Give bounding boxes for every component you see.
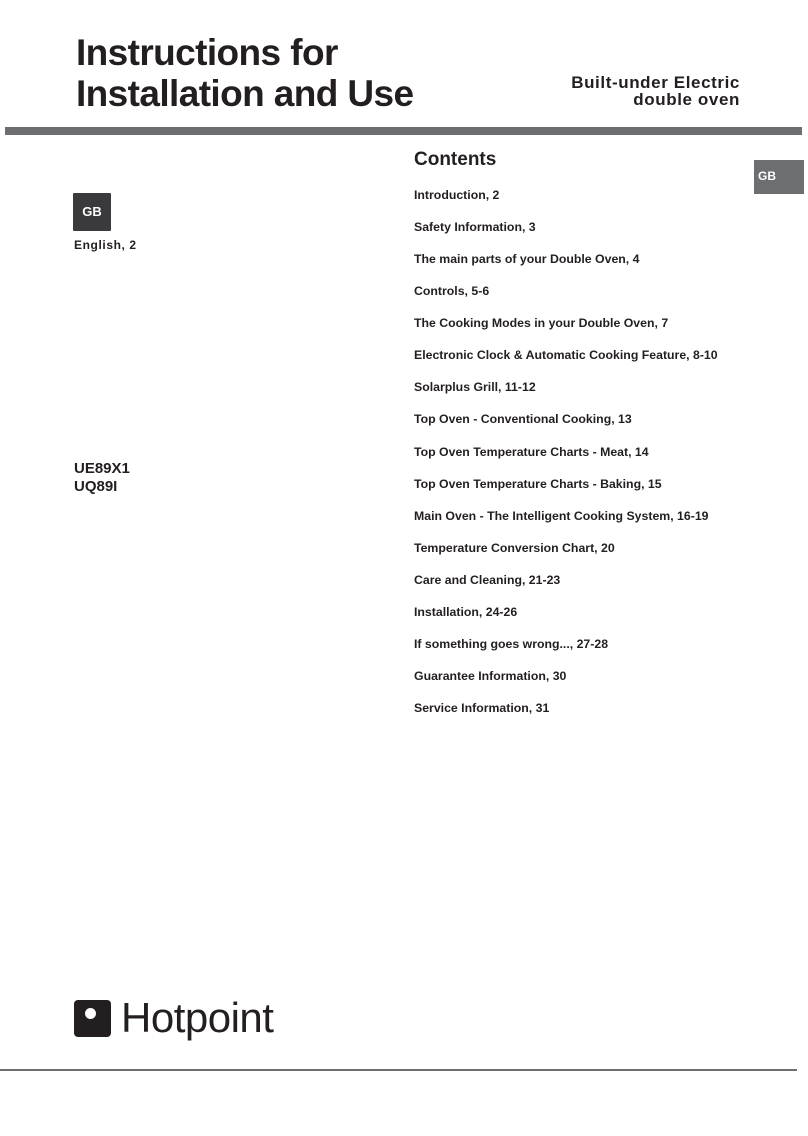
contents-heading: Contents xyxy=(414,149,497,170)
language-tab-gb: GB xyxy=(754,160,804,194)
language-badge-gb: GB xyxy=(73,193,111,231)
brand-name: Hotpoint xyxy=(121,994,274,1041)
toc-item: If something goes wrong..., 27-28 xyxy=(414,636,609,651)
toc-item: Introduction, 2 xyxy=(414,188,500,202)
toc-item: Temperature Conversion Chart, 20 xyxy=(414,540,615,555)
toc-item: Top Oven - Conventional Cooking, 13 xyxy=(414,412,632,427)
footer-divider xyxy=(0,1069,797,1071)
hotpoint-logo xyxy=(74,993,273,1043)
title-divider xyxy=(5,127,802,135)
toc-item: Electronic Clock & Automatic Cooking Feature, 8-10 xyxy=(414,348,718,363)
toc-item: The main parts of your Double Oven, 4 xyxy=(414,252,640,267)
model-number: UE89X1 xyxy=(74,460,130,477)
page-title xyxy=(76,32,414,114)
product-type-line-1: Built-under Electric xyxy=(571,73,740,92)
toc-item: Guarantee Information, 30 xyxy=(414,668,567,683)
language-entry: English, 2 xyxy=(74,238,137,252)
toc-item: Controls, 5-6 xyxy=(414,284,490,299)
table-of-contents xyxy=(414,186,718,731)
product-type xyxy=(571,74,740,108)
model-numbers xyxy=(74,460,130,496)
toc-item: Top Oven Temperature Charts - Meat, 14 xyxy=(414,444,649,459)
toc-item: Installation, 24-26 xyxy=(414,604,518,619)
product-type-line-2: double oven xyxy=(633,90,740,109)
model-number: UQ89I xyxy=(74,478,118,495)
toc-item: The Cooking Modes in your Double Oven, 7 xyxy=(414,316,669,331)
page-title-line-1: Instructions for xyxy=(76,32,338,73)
toc-item: Care and Cleaning, 21-23 xyxy=(414,572,561,587)
hotpoint-logo-icon xyxy=(74,1000,111,1037)
toc-item: Main Oven - The Intelligent Cooking System, 16-19 xyxy=(414,508,709,523)
toc-item: Top Oven Temperature Charts - Baking, 15 xyxy=(414,476,662,491)
toc-item: Service Information, 31 xyxy=(414,701,550,715)
page-title-line-2: Installation and Use xyxy=(76,73,414,114)
toc-item: Safety Information, 3 xyxy=(414,220,536,235)
toc-item: Solarplus Grill, 11-12 xyxy=(414,380,536,395)
